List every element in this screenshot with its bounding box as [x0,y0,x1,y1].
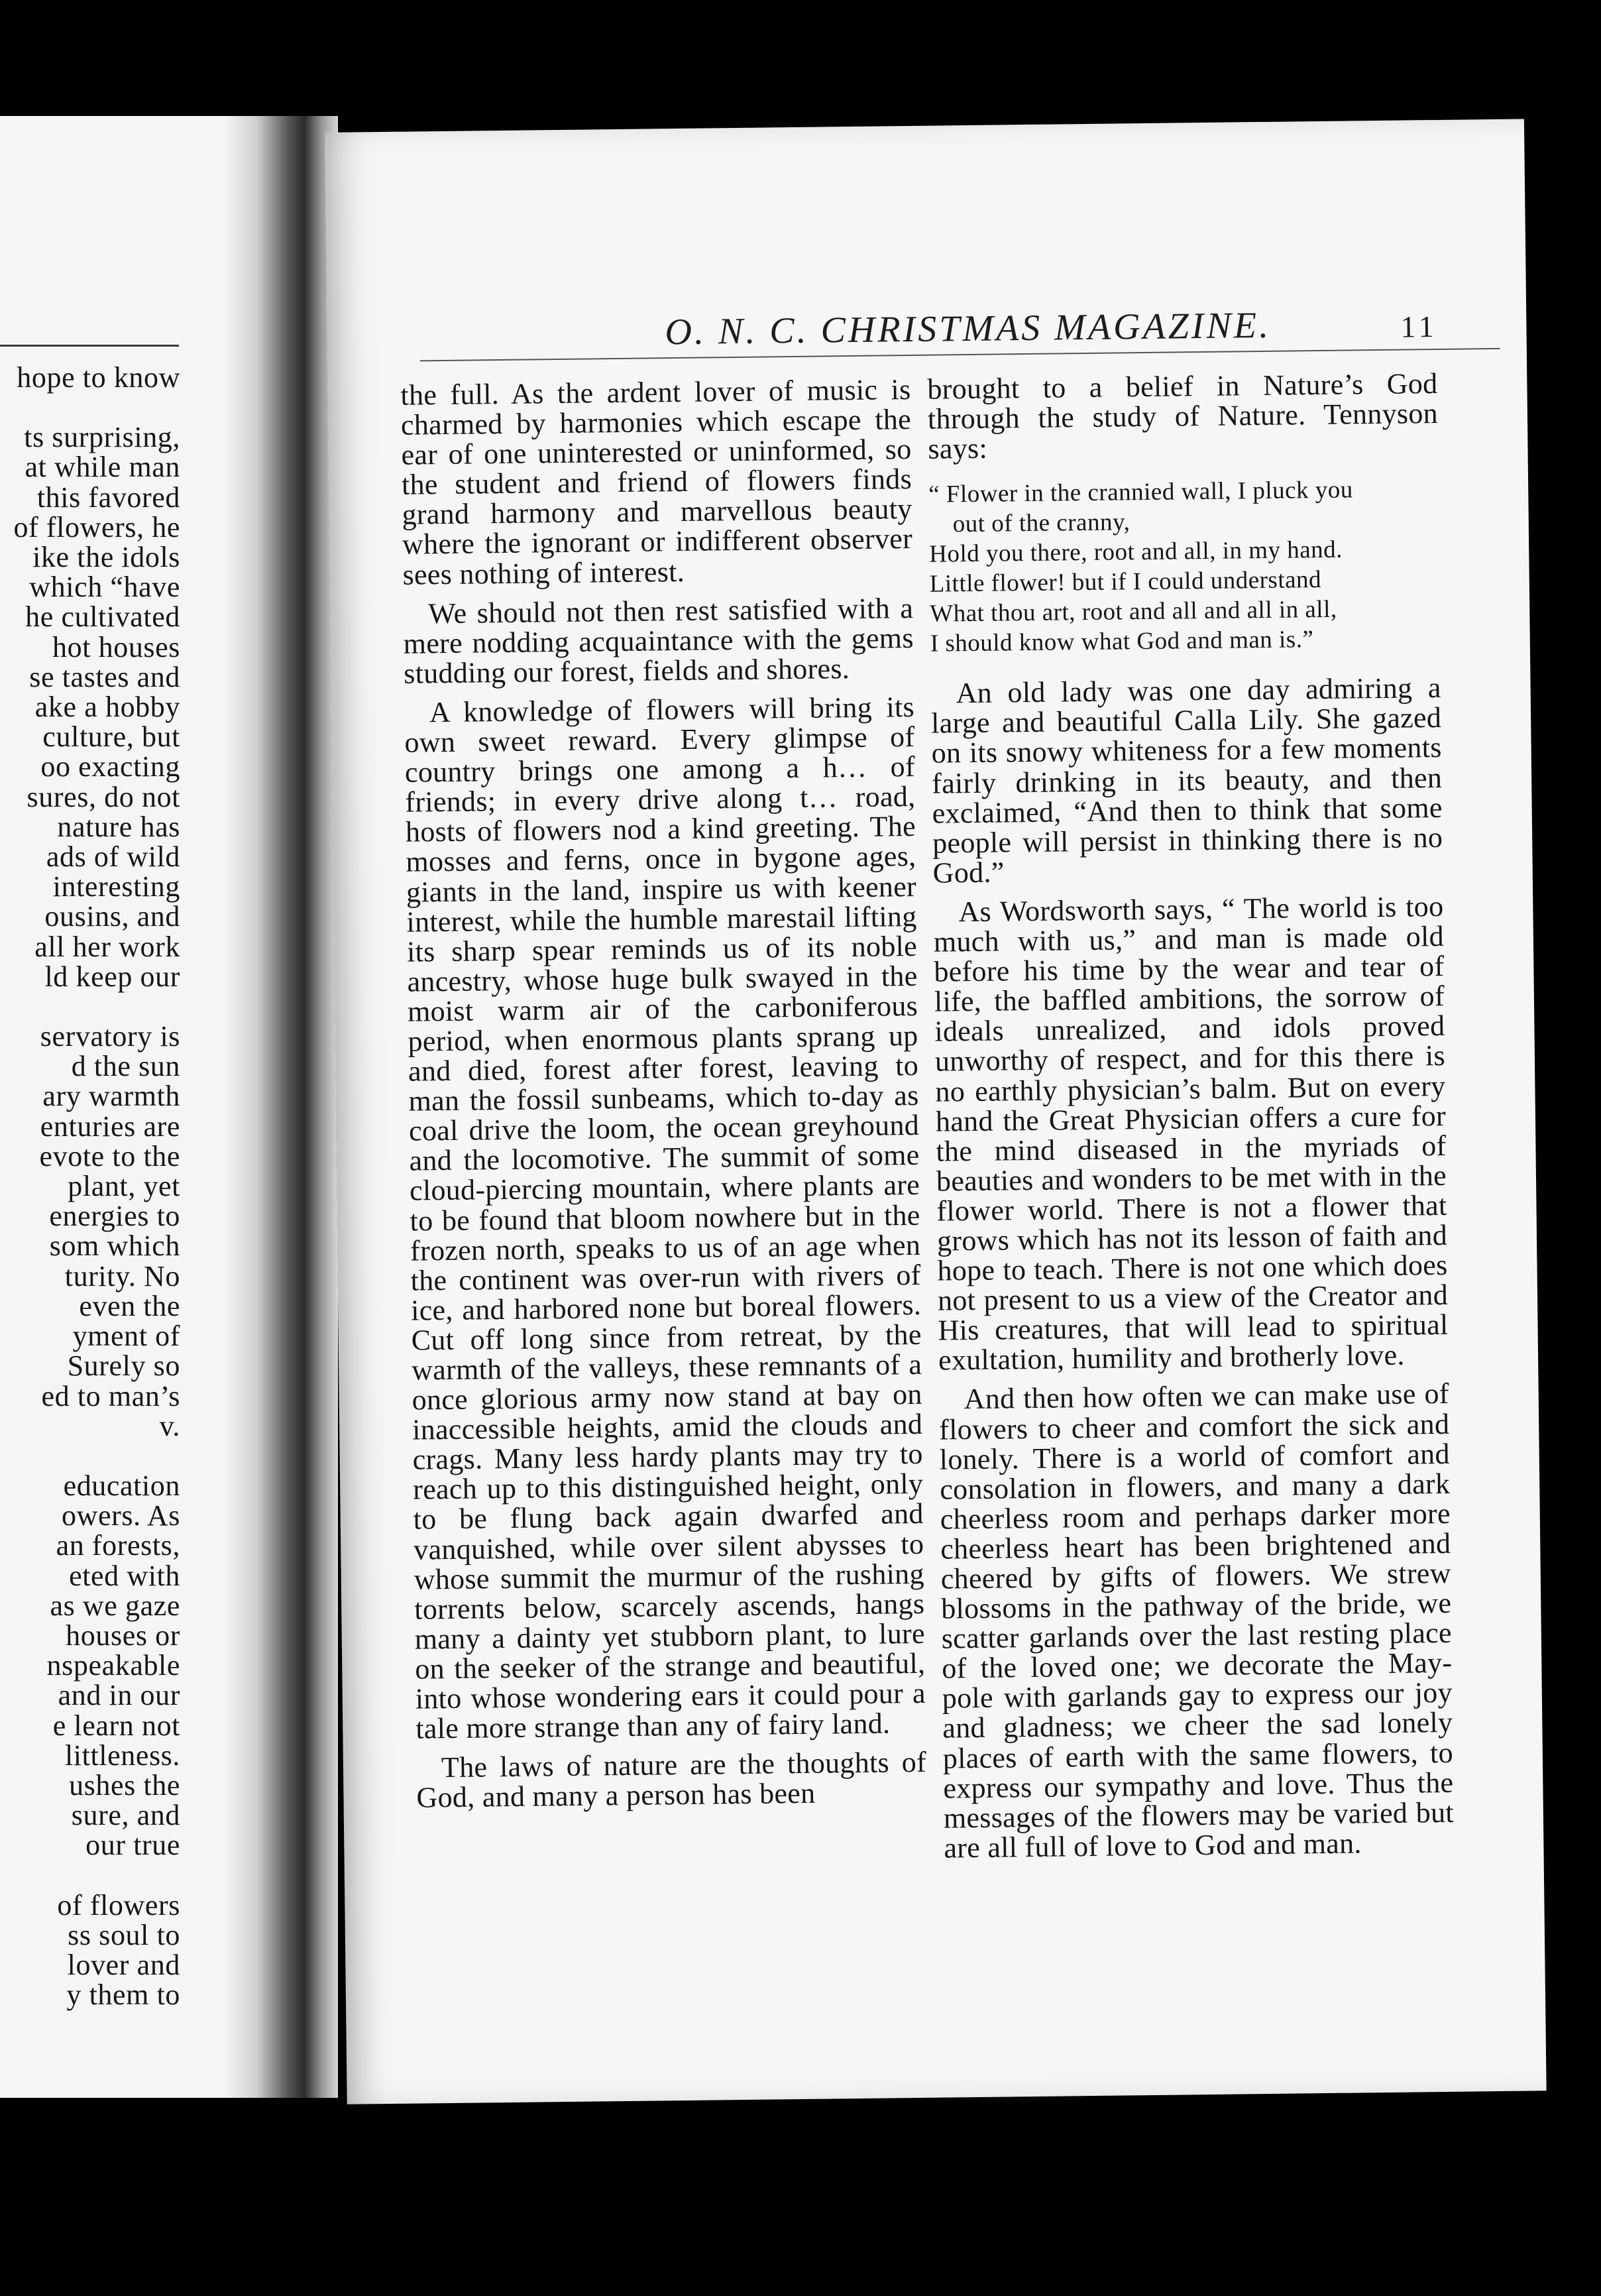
paragraph: We should not then rest satisfied with a mere nodding acquaintance with the gems studding our forest, fields and shores. [403,591,914,690]
paragraph: brought to a belief in Nature’s God through the study of Nature. Tennyson says: [927,367,1439,465]
left-page-line: ary warmth [42,1080,180,1113]
left-page-text [0,363,180,2010]
left-page-line: ts surprising, [24,421,180,454]
right-page [325,119,1547,2104]
left-page-line: evote to the [39,1139,180,1173]
left-page-line: at while man [25,451,180,484]
left-page-line: v. [159,1409,180,1442]
left-page-line: which “have [29,571,180,604]
left-page-line: se tastes and [29,660,180,693]
left-page-line: culture, but [42,720,180,754]
paragraph: the full. As the ardent lover of music is charmed by harmonies which escape the ear of one uninterested or uninformed, so the student and friend of flowers finds grand harmony and marvellous beauty where the ignorant or indifferent observer sees nothing of interest. [400,373,913,591]
left-page-line: education [63,1469,180,1502]
left-page-line: ss soul to [68,1918,180,1951]
left-page-line: plant, yet [68,1170,180,1203]
left-page-gap [0,1441,180,1471]
left-page-line: of flowers, he [13,510,180,544]
paragraph: A knowledge of flowers will bring its own sweet reward. Every glimpse of country brings one among a h… of friends; in every drive along t… road, hosts of flowers nod a kind greeting. The mosses and ferns, once in bygone ages, giants in the land, inspire us with keener interest, while the humble marestail lifting its sharp spear reminds us of its noble ancestry, whose huge bulk swayed in the moist warm air of the carboniferous period, when enormous plants sprang up and died, forest after forest, leaving to man the fossil sunbeams, which to-day as coal drive the loom, the ocean greyhound and the locomotive. The summit of some cloud-piercing mountain, where plants are to be found that bloom nowhere but in the frozen north, speaks to us of an age when the continent was over-run with rivers of ice, and harbored none but boreal flowers. Cut off long since from retreat, by the warmth of the valleys, these remnants of a once glorious army now stand at bay on inaccessible heights, amid the clouds and crags. Many less hardy plants may try to reach up to this distinguished height, only to be flung back again dwarfed and vanquished, while over silent abysses to whose summit the murmur of the rushing torrents below, scarcely ascends, hangs many a dainty yet stubborn plant, to lure on the seeker of the strange and beautiful, into whose wondering ears it could pour a tale more strange than any of fairy land. [404,690,926,1745]
poem-line: Little flower! but if I could understand [929,566,1322,598]
left-page-line: energies to [49,1200,180,1233]
magazine-title: O. N. C. CHRISTMAS MAGAZINE. [665,304,1272,353]
left-page-line: som which [49,1230,180,1263]
left-page-line: ousins, and [44,900,180,933]
running-head [327,303,1439,361]
left-page-line: an forests, [56,1529,180,1562]
left-page-line: interesting [52,870,180,903]
left-page-line: ld keep our [44,960,180,993]
left-page-line: yment of [72,1320,180,1353]
left-page-line: lover and [67,1948,180,1981]
page-number: 11 [1400,309,1439,344]
left-page-line: nspeakable [46,1649,180,1682]
left-page-line: even the [79,1289,180,1322]
paragraph: And then how often we can make use of flowers to cheer and comfort the sick and lonely. There is a world of comfort and consolation in flowers, and many a dark cheerless room and perhaps darker more cheerless heart has been brightened and cheered by gifts of flowers. We strew blossoms in the pathway of the bride, we scatter garlands over the last resting place of the loved one; we decorate the May-pole with garlands gay to express our joy and gladness; we cheer the sad lonely places of earth with the same flowers, to express our sympathy and love. Thus the messages of the flowers may be varied but are all full of love to God and man. [938,1377,1455,1865]
book-gutter [225,116,338,2098]
left-page-line: turity. No [64,1259,180,1292]
tennyson-poem [928,474,1441,659]
left-page-line: d the sun [71,1050,180,1083]
left-page-line: nature has [57,810,180,843]
left-page-line: sure, and [71,1799,180,1832]
left-page-line: Surely so [67,1349,180,1383]
left-page-line: sures, do not [27,780,180,813]
left-page-line: he cultivated [25,601,180,634]
left-page-line: this favored [36,481,180,514]
paragraph: An old lady was one day admiring a large and beautiful Calla Lily. She gazed on its snowy whiteness for a few moments fairly drinking in its beauty, and then exclaimed, “And then to think that some people will persist in thinking there is no God.” [930,671,1443,890]
left-page-line: servatory is [40,1020,180,1053]
left-page-line: littleness. [64,1739,180,1772]
left-page-line: ike the idols [32,541,180,574]
poem-line: “ Flower in the crannied wall, I pluck you [928,476,1354,508]
left-page-gap [0,992,180,1021]
left-page-line: enturies are [40,1110,180,1143]
left-page-line: ushes the [69,1768,180,1802]
left-page-line: eted with [69,1559,180,1592]
left-page-gap [0,1861,180,1890]
left-page-line: all her work [34,930,180,963]
left-page-line: owers. As [62,1499,180,1532]
left-page-line: of flowers [57,1888,180,1922]
left-page-line: hot houses [52,630,180,663]
poem-line: I should know what God and man is.” [930,626,1314,658]
left-page-gap [0,392,180,422]
left-page-line: and in our [58,1679,180,1712]
left-page-line: e learn not [52,1709,180,1742]
left-page-line: as we gaze [50,1589,180,1622]
left-page-line: houses or [66,1619,180,1652]
poem-line: What thou art, root and all and all in all, [930,595,1337,628]
left-page-rule [0,345,179,347]
left-page-line: ads of wild [46,840,180,874]
left-page-line: oo exacting [40,750,180,783]
left-page-line: hope to know [17,361,180,394]
left-page-line: ake a hobby [34,691,180,724]
text-column-right [927,369,1455,1872]
left-page-line: y them to [66,1979,180,2012]
left-page-line: ed to man’s [41,1379,180,1412]
paragraph: As Wordsworth says, “ The world is too much with us,” and man is made old before his time by the wear and tear of life, the baffled ambitions, the sorrow of ideals unrealized, and idols proved unworthy of respect, and for this there is no earthly physician’s balm. But on every hand the Great Physician offers a cure for the mind diseased in the myriads of beauties and wonders to be met with in the flower world. There is not a flower that grows which has not its lesson of faith and hope to teach. There is not one which does not present to us a view of the Creator and His creatures, that will lead to spiritual exultation, humility and brotherly love. [933,890,1449,1377]
poem-line: out of the cranny, [952,508,1131,538]
paragraph: The laws of nature are the thoughts of God, and many a person has been [416,1746,927,1814]
text-column-left [400,374,927,1822]
poem-line: Hold you there, root and all, in my hand. [929,536,1343,568]
left-page-line: our true [85,1829,180,1862]
